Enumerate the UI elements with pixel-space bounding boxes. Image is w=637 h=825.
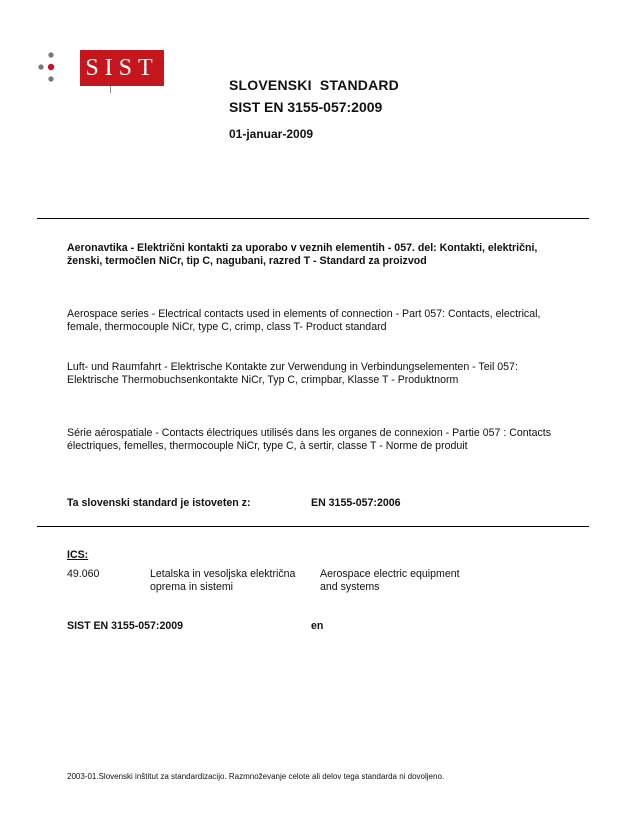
standard-date: 01-januar-2009	[229, 127, 314, 141]
title-german: Luft- und Raumfahrt - Elektrische Kontakte zur Verwendung in Verbindungselementen - Teil 057: Elektrische Thermobuchsenkontakte NiCr, Typ C, crimpbar, Klasse T - Produktnorm	[67, 361, 518, 386]
footer-standard-code: SIST EN 3155-057:2009	[67, 620, 184, 632]
divider-top	[37, 218, 589, 219]
ics-description-slovenian: Letalska in vesoljska električna oprema in sistemi	[150, 568, 296, 593]
title-slovenian: Aeronavtika - Električni kontakti za uporabo v veznih elementih - 057. del: Kontakti, električni, ženski, termočlen NiCr, tip C, nagubani, razred T - Standard za proizvod	[67, 242, 538, 267]
logo-divider	[110, 86, 111, 93]
standard-code: SIST EN 3155-057:2009	[229, 99, 383, 115]
copyright-notice: 2003-01.Slovenski inštitut za standardizacijo. Razmnoževanje celote ali delov tega standarda ni dovoljeno.	[67, 772, 445, 781]
title-english: Aerospace series - Electrical contacts used in elements of connection - Part 057: Contacts, electrical, female, thermocouple NiCr, type C, crimp, class T- Product standard	[67, 308, 541, 333]
ics-label: ICS:	[67, 549, 89, 561]
ics-code: 49.060	[67, 568, 100, 580]
logo-text: SIST	[85, 54, 159, 81]
logo-dots-icon	[36, 50, 76, 90]
equivalence-label: Ta slovenski standard je istoveten z:	[67, 497, 251, 509]
title-french: Série aérospatiale - Contacts électriques utilisés dans les organes de connexion - Partie 057 : Contacts électriques, femelles, thermocouple NiCr, type C, à sertir, classe T - Norme de produit	[67, 427, 552, 452]
footer-language: en	[311, 620, 324, 632]
ics-description-english: Aerospace electric equipment and systems	[320, 568, 460, 593]
divider-bottom	[37, 526, 589, 527]
equivalence-value: EN 3155-057:2006	[311, 497, 401, 509]
standard-type: SLOVENSKI STANDARD	[229, 77, 399, 93]
sist-logo	[80, 50, 164, 86]
